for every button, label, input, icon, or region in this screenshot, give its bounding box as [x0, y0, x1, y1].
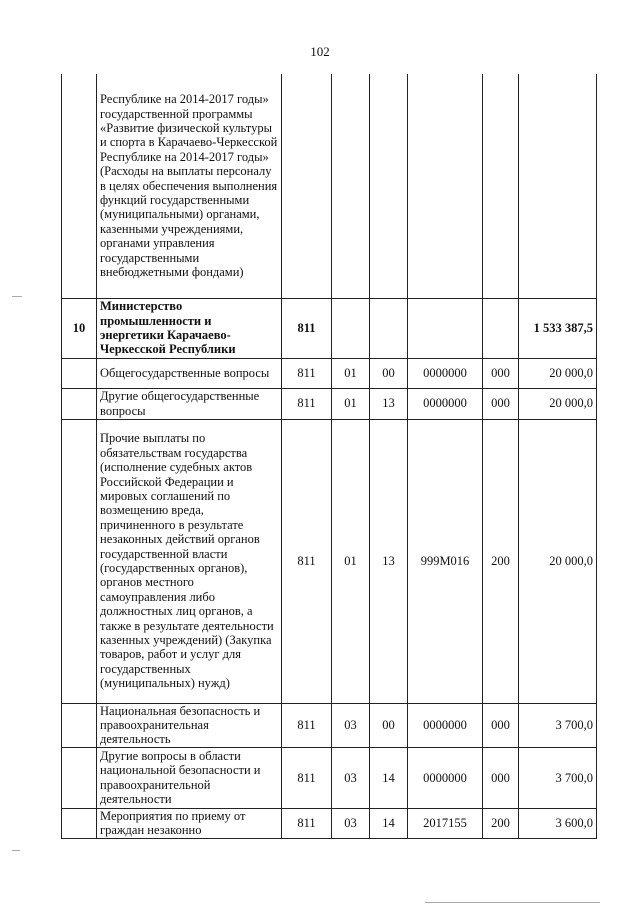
csr-cell: 0000000: [408, 703, 483, 747]
scan-mark: [12, 296, 22, 297]
expense-name-cell: Республике на 2014-2017 годы» государственной программы «Развитие физической культуры и спорта в Карачаево-Черкесской Республике на 2014-2017 годы» (Расходы на выплаты персоналу в целях обеспечения выполнения функций государственными (муниципальными) органами, казенными учреждениями, органами управления государственными внебюджетными фондами): [97, 74, 282, 298]
table-row: [62, 298, 597, 358]
scan-mark: [425, 902, 600, 903]
pr-cell: 00: [370, 358, 408, 388]
csr-cell: 0000000: [408, 358, 483, 388]
scan-mark: [12, 850, 20, 851]
ved-cell: 811: [282, 747, 332, 808]
csr-cell: 0000000: [408, 388, 483, 419]
rz-cell: [332, 74, 370, 298]
expense-name-cell: Министерство промышленности и энергетики Карачаево-Черкесской Республики: [97, 298, 282, 358]
table-row: [62, 808, 597, 838]
ved-cell: 811: [282, 298, 332, 358]
row-number-cell: [62, 808, 97, 838]
amount-cell: 20 000,0: [519, 419, 597, 703]
pr-cell: 14: [370, 808, 408, 838]
vr-cell: 200: [483, 419, 519, 703]
rz-cell: 01: [332, 358, 370, 388]
rz-cell: 03: [332, 747, 370, 808]
pr-cell: 00: [370, 703, 408, 747]
vr-cell: 000: [483, 358, 519, 388]
pr-cell: 13: [370, 419, 408, 703]
table-row: [62, 388, 597, 419]
amount-cell: 3 700,0: [519, 703, 597, 747]
amount-cell: 3 600,0: [519, 808, 597, 838]
ved-cell: 811: [282, 358, 332, 388]
table-row: [62, 358, 597, 388]
expense-name-cell: Другие вопросы в области национальной безопасности и правоохранительной деятельности: [97, 747, 282, 808]
vr-cell: [483, 298, 519, 358]
row-number-cell: 10: [62, 298, 97, 358]
csr-cell: 999М016: [408, 419, 483, 703]
ved-cell: [282, 74, 332, 298]
pr-cell: 14: [370, 747, 408, 808]
rz-cell: 01: [332, 419, 370, 703]
csr-cell: 0000000: [408, 747, 483, 808]
vr-cell: 200: [483, 808, 519, 838]
csr-cell: 2017155: [408, 808, 483, 838]
rz-cell: 01: [332, 388, 370, 419]
ved-cell: 811: [282, 808, 332, 838]
csr-cell: [408, 298, 483, 358]
vr-cell: [483, 74, 519, 298]
vr-cell: 000: [483, 703, 519, 747]
table-row: [62, 74, 597, 298]
expense-name-cell: Другие общегосударственные вопросы: [97, 388, 282, 419]
amount-cell: 1 533 387,5: [519, 298, 597, 358]
row-number-cell: [62, 419, 97, 703]
rz-cell: 03: [332, 808, 370, 838]
page-number: 102: [310, 44, 330, 59]
rz-cell: 03: [332, 703, 370, 747]
row-number-cell: [62, 703, 97, 747]
table-row: [62, 419, 597, 703]
vr-cell: 000: [483, 388, 519, 419]
amount-cell: 3 700,0: [519, 747, 597, 808]
csr-cell: [408, 74, 483, 298]
pr-cell: 13: [370, 388, 408, 419]
pr-cell: [370, 74, 408, 298]
expense-name-cell: Общегосударственные вопросы: [97, 358, 282, 388]
amount-cell: 20 000,0: [519, 388, 597, 419]
pr-cell: [370, 298, 408, 358]
amount-cell: 20 000,0: [519, 358, 597, 388]
ved-cell: 811: [282, 703, 332, 747]
row-number-cell: [62, 747, 97, 808]
amount-cell: [519, 74, 597, 298]
ved-cell: 811: [282, 419, 332, 703]
rz-cell: [332, 298, 370, 358]
expense-name-cell: Прочие выплаты по обязательствам государства (исполнение судебных актов Российской Федерации и мировых соглашений по возмещению вреда, причиненного в результате незаконных действий органов государственной власти (государственных органов), органов местного самоуправления либо должностных лиц органов, а также в результате деятельности казенных учреждений) (Закупка товаров, работ и услуг для государственных (муниципальных) нужд): [97, 419, 282, 703]
budget-table: [61, 74, 597, 839]
row-number-cell: [62, 74, 97, 298]
table-row: [62, 703, 597, 747]
ved-cell: 811: [282, 388, 332, 419]
row-number-cell: [62, 358, 97, 388]
vr-cell: 000: [483, 747, 519, 808]
row-number-cell: [62, 388, 97, 419]
table-row: [62, 747, 597, 808]
expense-name-cell: Мероприятия по приему от граждан незаконно: [97, 808, 282, 838]
expense-name-cell: Национальная безопасность и правоохранительная деятельность: [97, 703, 282, 747]
